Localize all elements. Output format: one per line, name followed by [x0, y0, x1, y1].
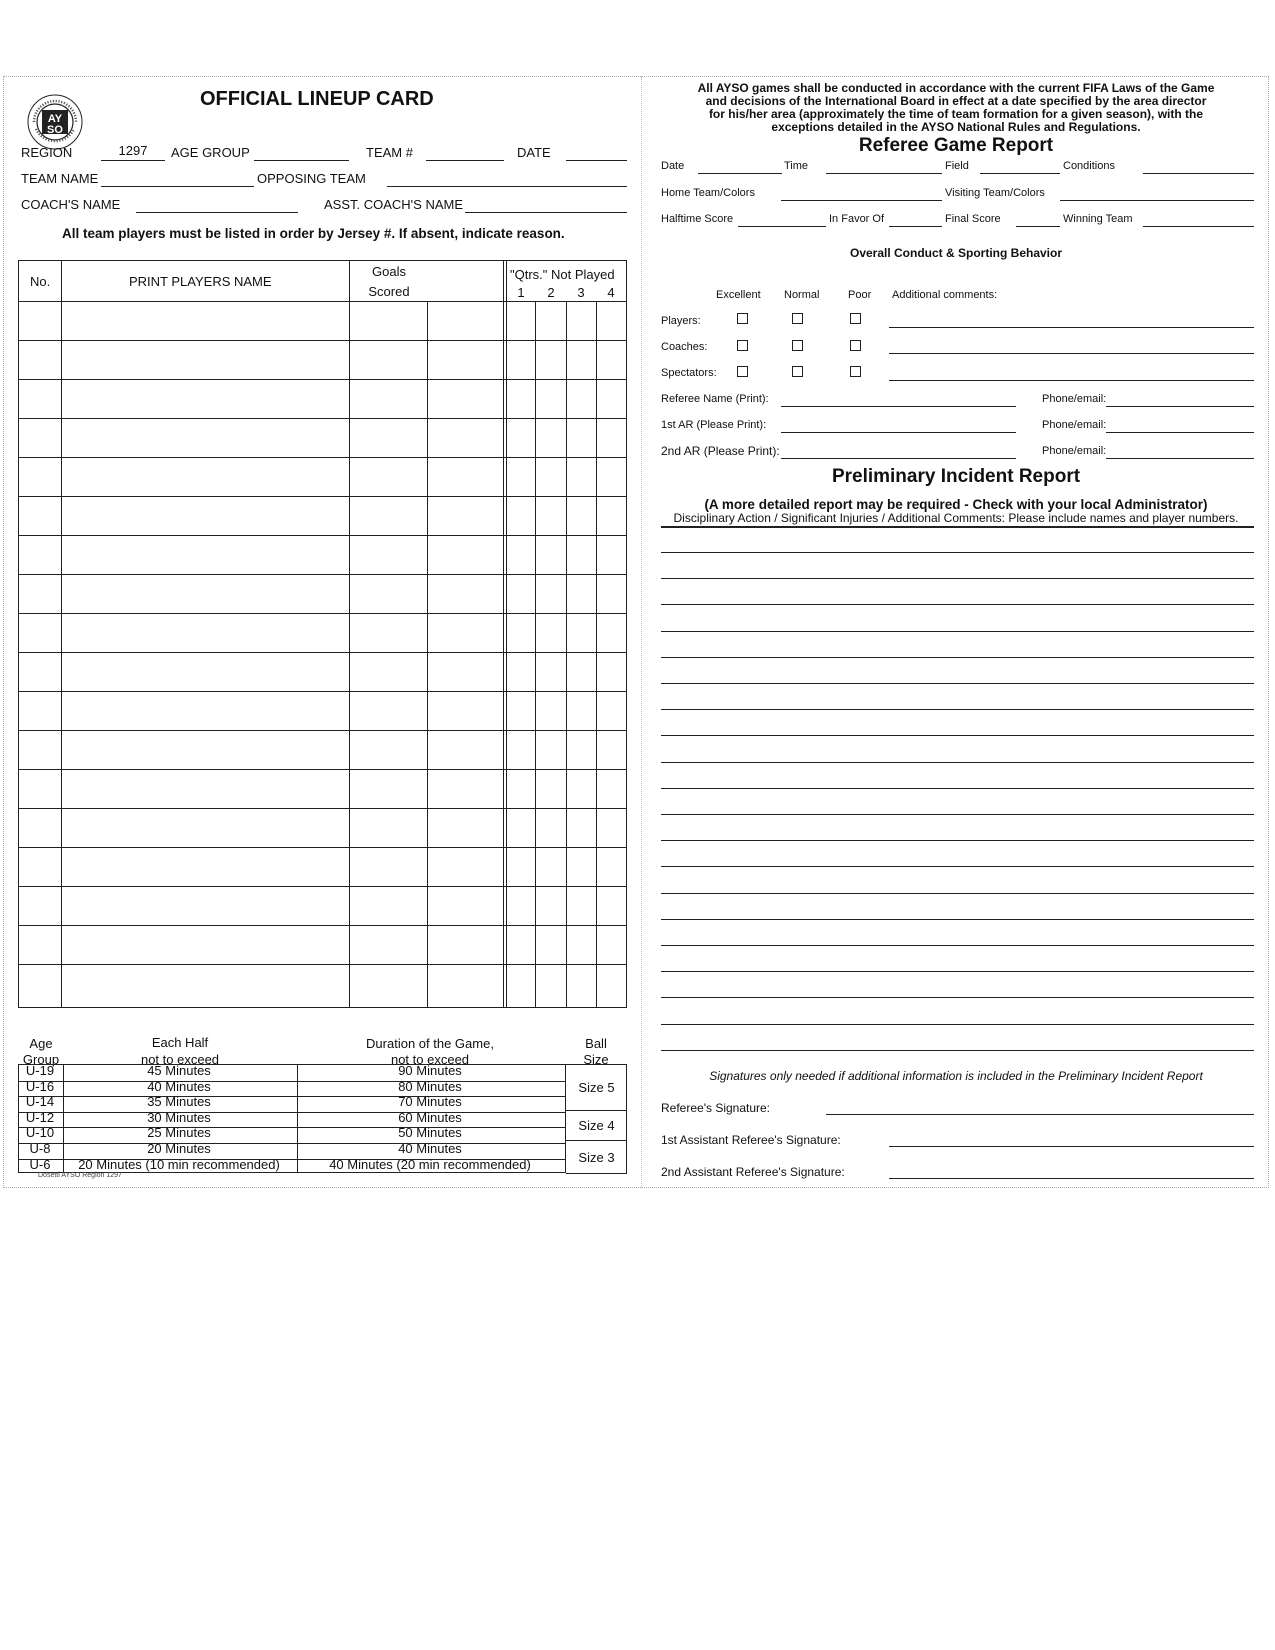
rules-line-4: exceptions detailed in the AYSO National Rules and Regulations. [771, 120, 1141, 134]
spectators-conduct-label: Spectators: [661, 367, 717, 379]
incident-report-line[interactable] [661, 552, 1254, 553]
signature-note: Signatures only needed if additional information is included in the Preliminary Incident Report [709, 1069, 1203, 1083]
referee-phone-field[interactable] [1106, 406, 1254, 407]
ar1-signature-label: 1st Assistant Referee's Signature: [661, 1133, 841, 1147]
rules-line-1: All AYSO games shall be conducted in accordance with the current FIFA Laws of the Game [697, 81, 1215, 95]
incident-report-line[interactable] [661, 893, 1254, 894]
table-row[interactable] [19, 379, 626, 380]
ar1-phone-field[interactable] [1106, 432, 1254, 433]
final-score-label: Final Score [945, 213, 1001, 225]
qtr-1: 1 [517, 285, 525, 300]
age-group-cell: U-16 [25, 1078, 55, 1094]
table-row[interactable] [19, 535, 626, 536]
in-favor-label: In Favor Of [829, 213, 885, 225]
duration-header-1: Duration of the Game, [366, 1036, 494, 1051]
table-row[interactable] [19, 808, 626, 809]
qtr-2: 2 [547, 285, 555, 300]
incident-report-line[interactable] [661, 971, 1254, 972]
coaches-poor-checkbox[interactable] [850, 340, 861, 351]
ar2-signature-field[interactable] [889, 1178, 1254, 1179]
ball-size-3: Size 3 [578, 1150, 615, 1165]
duration-cell: 60 Minutes [398, 1109, 462, 1125]
age-group-cell: U-8 [29, 1141, 51, 1156]
incident-instruction: Disciplinary Action / Significant Injuries / Additional Comments: Please include names and player numbers. [673, 511, 1239, 525]
spectators-comments-field[interactable] [889, 380, 1254, 381]
table-row[interactable] [19, 769, 626, 770]
asst-coach-label: ASST. COACH'S NAME [324, 197, 464, 212]
incident-report-line[interactable] [661, 997, 1254, 998]
col-header-goals-2: Scored [368, 284, 410, 299]
table-row[interactable] [19, 964, 626, 965]
ref-conditions-label: Conditions [1063, 160, 1115, 172]
age-group-cell: U-12 [25, 1109, 55, 1125]
incident-subtitle: (A more detailed report may be required - Check with your local Administrator) [704, 497, 1208, 512]
rules-line-2: and decisions of the International Board in effect at a date specified by the area director [705, 94, 1207, 108]
rules-line-3: for his/her area (approximately the time of team formation for a given season), with the [708, 107, 1204, 121]
conduct-title: Overall Conduct & Sporting Behavior [849, 246, 1063, 260]
incident-report-line[interactable] [661, 762, 1254, 763]
ar1-signature-field[interactable] [889, 1146, 1254, 1147]
duration-cell: 40 Minutes (20 min recommended) [329, 1156, 531, 1172]
players-comments-field[interactable] [889, 327, 1254, 328]
ref-time-field[interactable] [826, 173, 942, 174]
coach-field[interactable] [136, 212, 298, 213]
players-poor-checkbox[interactable] [850, 313, 861, 324]
ar1-phone-label: Phone/email: [1042, 419, 1107, 431]
age-header-2: Group [22, 1052, 60, 1067]
table-row[interactable] [19, 652, 626, 653]
each-half-cell: 40 Minutes [147, 1078, 211, 1094]
each-half-cell: 30 Minutes [147, 1109, 211, 1125]
duration-header-2: not to exceed [390, 1052, 470, 1067]
region-label: REGION [21, 145, 73, 160]
incident-report-line[interactable] [661, 840, 1254, 841]
incident-report-line[interactable] [661, 657, 1254, 658]
incident-report-line[interactable] [661, 1024, 1254, 1025]
table-header-rule [19, 301, 626, 302]
ar2-name-label: 2nd AR (Please Print): [661, 444, 780, 458]
asst-coach-field[interactable] [465, 212, 627, 213]
players-excellent-checkbox[interactable] [737, 313, 748, 324]
half-header-1: Each Half [151, 1035, 209, 1050]
footer-credit: Dosetti AYSO Region 1297 [38, 1172, 122, 1179]
incident-instruction-rule [661, 526, 1254, 528]
halftime-label: Halftime Score [661, 213, 734, 225]
ref-date-field[interactable] [698, 173, 782, 174]
incident-report-line[interactable] [661, 788, 1254, 789]
final-score-field[interactable] [1016, 226, 1060, 227]
age-group-field[interactable] [254, 160, 349, 161]
table-row[interactable] [19, 691, 626, 692]
incident-title: Preliminary Incident Report [831, 466, 1081, 487]
ar2-phone-field[interactable] [1106, 458, 1254, 459]
table-row[interactable] [19, 457, 626, 458]
coach-label: COACH'S NAME [21, 197, 121, 212]
lineup-title: OFFICIAL LINEUP CARD [200, 88, 434, 110]
each-half-cell: 25 Minutes [147, 1125, 211, 1141]
table-row[interactable] [19, 925, 626, 926]
referee-name-label: Referee Name (Print): [661, 393, 769, 405]
qtr-3: 3 [577, 285, 585, 300]
incident-report-line[interactable] [661, 919, 1254, 920]
coaches-normal-checkbox[interactable] [792, 340, 803, 351]
players-normal-checkbox[interactable] [792, 313, 803, 324]
age-group-cell: U-6 [29, 1156, 51, 1172]
ar1-name-label: 1st AR (Please Print): [661, 419, 767, 431]
date-label: DATE [517, 145, 551, 160]
half-header-2: not to exceed [140, 1052, 220, 1067]
each-half-cell: 35 Minutes [147, 1094, 211, 1110]
team-name-field[interactable] [101, 186, 254, 187]
table-row[interactable] [19, 418, 626, 419]
age-header-1: Age [29, 1036, 53, 1051]
duration-cell: 40 Minutes [398, 1141, 462, 1156]
in-favor-field[interactable] [889, 226, 942, 227]
col-header-qtrs: "Qtrs." Not Played [510, 267, 615, 282]
incident-report-line[interactable] [661, 604, 1254, 605]
age-group-label: AGE GROUP [171, 145, 250, 160]
spectators-normal-checkbox[interactable] [792, 366, 803, 377]
opposing-team-label: OPPOSING TEAM [257, 171, 366, 186]
normal-header: Normal [784, 289, 820, 301]
ar1-name-field[interactable] [781, 432, 1016, 433]
incident-report-line[interactable] [661, 578, 1254, 579]
ball-size-4: Size 4 [578, 1118, 615, 1133]
col-header-goals-1: Goals [372, 264, 406, 279]
spectators-poor-checkbox[interactable] [850, 366, 861, 377]
coaches-conduct-label: Coaches: [661, 341, 708, 353]
referee-report-title: Referee Game Report [858, 135, 1054, 156]
ref-time-label: Time [784, 160, 809, 172]
date-field[interactable] [566, 160, 627, 161]
incident-report-line[interactable] [661, 631, 1254, 632]
duration-cell: 50 Minutes [398, 1125, 462, 1141]
ar2-phone-label: Phone/email: [1042, 445, 1107, 457]
player-table [18, 260, 627, 1008]
ref-date-label: Date [661, 160, 685, 172]
excellent-header: Excellent [716, 289, 761, 301]
ball-header-2: Size [583, 1052, 609, 1067]
ref-conditions-field[interactable] [1143, 173, 1254, 174]
referee-signature-field[interactable] [826, 1114, 1254, 1115]
ref-field-label: Field [945, 160, 969, 172]
ar2-signature-label: 2nd Assistant Referee's Signature: [661, 1165, 845, 1179]
table-row[interactable] [19, 730, 626, 731]
table-row[interactable] [19, 613, 626, 614]
table-row[interactable] [19, 496, 626, 497]
duration-cell: 70 Minutes [398, 1094, 462, 1110]
age-group-cell: U-10 [25, 1125, 55, 1141]
incident-report-line[interactable] [661, 1050, 1254, 1051]
age-group-cell: U-19 [25, 1063, 55, 1078]
visiting-team-field[interactable] [1060, 200, 1254, 201]
each-half-cell: 20 Minutes (10 min recommended) [78, 1156, 280, 1172]
referee-name-field[interactable] [781, 406, 1016, 407]
incident-report-line[interactable] [661, 866, 1254, 867]
winning-team-field[interactable] [1143, 226, 1254, 227]
spectators-excellent-checkbox[interactable] [737, 366, 748, 377]
col-header-no: No. [30, 274, 51, 289]
incident-report-line[interactable] [661, 945, 1254, 946]
home-team-field[interactable] [781, 200, 942, 201]
team-number-label: TEAM # [366, 145, 413, 160]
team-name-label: TEAM NAME [21, 171, 99, 186]
incident-report-line[interactable] [661, 814, 1254, 815]
svg-text:AY: AY [47, 113, 63, 125]
region-underline [101, 160, 165, 161]
lineup-instruction: All team players must be listed in order by Jersey #. If absent, indicate reason. [62, 226, 565, 241]
table-row[interactable] [19, 886, 626, 887]
opposing-team-field[interactable] [387, 186, 627, 187]
incident-report-line[interactable] [661, 683, 1254, 684]
qtr-4: 4 [607, 285, 615, 300]
incident-report-line[interactable] [661, 735, 1254, 736]
region-value[interactable]: 1297 [118, 143, 148, 158]
col-header-name: PRINT PLAYERS NAME [129, 274, 272, 289]
each-half-cell: 20 Minutes [147, 1141, 211, 1156]
duration-cell: 90 Minutes [398, 1063, 462, 1078]
referee-signature-label: Referee's Signature: [661, 1101, 771, 1115]
coaches-excellent-checkbox[interactable] [737, 340, 748, 351]
referee-phone-label: Phone/email: [1042, 393, 1107, 405]
duration-cell: 80 Minutes [398, 1078, 462, 1094]
home-team-label: Home Team/Colors [661, 187, 755, 199]
players-conduct-label: Players: [661, 315, 701, 327]
each-half-cell: 45 Minutes [147, 1063, 211, 1078]
table-row[interactable] [19, 847, 626, 848]
svg-text:SO: SO [47, 124, 63, 136]
additional-comments-header: Additional comments: [892, 289, 998, 301]
poor-header: Poor [848, 289, 872, 301]
age-group-cell: U-14 [25, 1094, 55, 1110]
winning-team-label: Winning Team [1063, 213, 1133, 225]
halftime-field[interactable] [738, 226, 826, 227]
team-number-field[interactable] [426, 160, 504, 161]
incident-report-line[interactable] [661, 709, 1254, 710]
ref-field-field[interactable] [980, 173, 1060, 174]
visiting-team-label: Visiting Team/Colors [945, 187, 1045, 199]
center-divider [641, 76, 642, 1188]
table-row[interactable] [19, 574, 626, 575]
coaches-comments-field[interactable] [889, 353, 1254, 354]
table-row[interactable] [19, 340, 626, 341]
ayso-logo-icon [26, 93, 84, 151]
ar2-name-field[interactable] [781, 458, 1016, 459]
ball-header-1: Ball [585, 1036, 607, 1051]
ball-size-5: Size 5 [578, 1080, 615, 1095]
